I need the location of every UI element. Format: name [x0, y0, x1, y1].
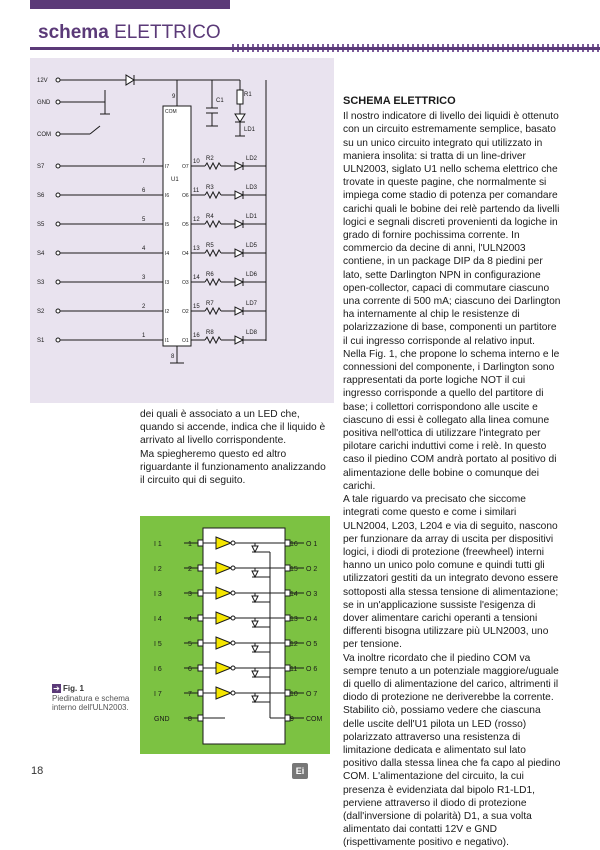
pin-pad [285, 540, 290, 546]
ic-input-label: I6 [165, 193, 170, 199]
gate-bubble [231, 541, 235, 545]
pin-left-label: I 5 [154, 641, 162, 648]
ic-input-label: I2 [165, 309, 170, 315]
ic-output-label: O3 [182, 280, 189, 286]
pin-left-label: I 1 [154, 541, 162, 548]
article-heading: SCHEMA ELETTRICO [343, 95, 456, 107]
pin-pad [285, 665, 290, 671]
pin-left-number: 8 [188, 716, 192, 723]
pin-right-number: 15 [290, 566, 298, 573]
input-pin-number: 6 [142, 188, 146, 194]
pin-right-label: O 4 [306, 616, 318, 623]
resistor-label: R4 [206, 214, 214, 220]
label-12v: 12V [37, 78, 48, 84]
resistor-r1-icon [237, 90, 243, 104]
ic-output-label: O2 [182, 309, 189, 315]
header-bar [30, 0, 230, 9]
pin-right-number: 14 [290, 591, 298, 598]
ic-input-label: I3 [165, 280, 170, 286]
gate-bubble [231, 616, 235, 620]
pin-pad [198, 665, 203, 671]
pin-right-label: COM [306, 716, 323, 723]
article-paragraph: Va inoltre ricordato che il piedino COM va sempre tenuto a un potenziale maggiore/uguale di quello di alimentazione del carico, altrimenti il diodo di protezione ne deriverebbe la corrente. [343, 652, 559, 704]
resistor-icon [205, 250, 221, 256]
pin-left-number: 1 [188, 541, 192, 548]
pin-left-number: 5 [188, 641, 192, 648]
input-label: S1 [37, 338, 45, 344]
input-terminal [56, 309, 60, 313]
pin-left-number: 2 [188, 566, 192, 573]
pin-right-label: O 7 [306, 691, 318, 698]
resistor-icon [205, 308, 221, 314]
pin-pad [285, 565, 290, 571]
gate-bubble [231, 641, 235, 645]
pin-pad [285, 640, 290, 646]
led-icon [235, 220, 243, 228]
input-pin-number: 7 [142, 159, 146, 165]
gate-bubble [231, 666, 235, 670]
terminal-com [56, 132, 60, 136]
led-ld1-icon [235, 114, 245, 122]
resistor-label: R6 [206, 272, 214, 278]
pinout-diagram [140, 516, 330, 754]
label-ld1: LD1 [244, 127, 256, 133]
terminal-gnd [56, 100, 60, 104]
output-pin-number: 10 [193, 159, 200, 165]
output-pin-number: 15 [193, 304, 200, 310]
resistor-icon [205, 163, 221, 169]
input-terminal [56, 280, 60, 284]
input-pin-number: 1 [142, 333, 146, 339]
left-paragraph: dei quali è associato a un LED che, quando si accende, indica che il liquido è arrivato al livello corrispondente. [140, 409, 326, 447]
gate-bubble [231, 591, 235, 595]
led-icon [235, 307, 243, 315]
pin-left-number: 4 [188, 616, 192, 623]
output-pin-number: 11 [193, 188, 200, 194]
ic-com-label: COM [165, 109, 177, 115]
input-label: S4 [37, 251, 45, 257]
page-number: 18 [31, 765, 44, 777]
input-terminal [56, 222, 60, 226]
ic-output-label: O4 [182, 251, 189, 257]
ic-input-label: I1 [165, 338, 170, 344]
input-label: S5 [37, 222, 45, 228]
input-terminal [56, 193, 60, 197]
led-icon [235, 249, 243, 257]
pin-right-label: O 1 [306, 541, 318, 548]
pin-left-label: I 4 [154, 616, 162, 623]
terminal-12v [56, 78, 60, 82]
ic-input-label: I5 [165, 222, 170, 228]
led-label: LD5 [246, 243, 258, 249]
pin-right-number: 12 [290, 641, 298, 648]
resistor-label: R8 [206, 330, 214, 336]
pin-pad [285, 690, 290, 696]
chip-body [203, 528, 285, 744]
ic-input-label: I7 [165, 164, 170, 170]
left-column-text [140, 408, 330, 487]
pin-left-label: I 7 [154, 691, 162, 698]
led-label: LD1 [246, 214, 258, 220]
input-pin-number: 5 [142, 217, 146, 223]
magazine-logo-icon: Ei [292, 763, 308, 779]
page-title: schema ELETTRICO [38, 22, 221, 43]
ic-output-label: O1 [182, 338, 189, 344]
output-pin-number: 13 [193, 246, 200, 252]
ic-pin9-label: 9 [172, 94, 176, 100]
ic-input-label: I4 [165, 251, 170, 257]
resistor-label: R5 [206, 243, 214, 249]
resistor-icon [205, 337, 221, 343]
input-pin-number: 3 [142, 275, 146, 281]
pin-right-number: 9 [290, 716, 294, 723]
pin-right-label: O 6 [306, 666, 318, 673]
resistor-icon [205, 192, 221, 198]
led-icon [235, 336, 243, 344]
input-label: S6 [37, 193, 45, 199]
ic-output-label: O6 [182, 193, 189, 199]
caption-text: Piedinatura e schema interno dell'ULN2003. [52, 693, 130, 712]
pin-left-label: GND [154, 716, 170, 723]
pin-pad [198, 540, 203, 546]
pin-right-label: O 2 [306, 566, 318, 573]
label-r1: R1 [244, 92, 252, 98]
left-paragraph: Ma spiegheremo questo ed altro riguardante il funzionamento analizzando il circuito qui di seguito. [140, 448, 326, 487]
caption-arrow-icon: ➔ [53, 684, 60, 693]
output-pin-number: 12 [193, 217, 200, 223]
article-paragraph: Stabilito ciò, possiamo vedere che ciascuna delle uscite dell'U1 pilota un LED (rosso) polarizzato attraverso una resistenza di limitazione dedicata e alimentato sul lato positivo dalla stessa linea che fa capo al piedino COM. L'alimentazione del circuito, la cui presenza è evidenziata dal bipolo R1-LD1, perviene attraverso il diodo di protezione (dall'inversione di polarità) D1, a sua volta alimentato dai contatti 12V e GND (rispettivamente positivo e negativo). [343, 705, 561, 849]
pin-pad [285, 590, 290, 596]
resistor-icon [205, 279, 221, 285]
ic-u1-name: U1 [171, 177, 179, 183]
pin-pad [198, 715, 203, 721]
label-com: COM [37, 132, 51, 138]
led-label: LD3 [246, 185, 258, 191]
resistor-label: R7 [206, 301, 214, 307]
pin-left-label: I 3 [154, 591, 162, 598]
ic-output-label: O7 [182, 164, 189, 170]
com-wire [90, 126, 100, 134]
resistor-label: R3 [206, 185, 214, 191]
input-terminal [56, 338, 60, 342]
pin-left-number: 6 [188, 666, 192, 673]
pin-left-label: I 6 [154, 666, 162, 673]
pin-right-label: O 3 [306, 591, 318, 598]
input-label: S7 [37, 164, 45, 170]
led-label: LD6 [246, 272, 258, 278]
ic-output-label: O5 [182, 222, 189, 228]
pin-right-number: 11 [290, 666, 298, 673]
output-pin-number: 16 [193, 333, 200, 339]
input-pin-number: 4 [142, 246, 146, 252]
figure-caption [52, 684, 137, 713]
label-gnd: GND [37, 100, 51, 106]
pin-pad [198, 565, 203, 571]
input-terminal [56, 251, 60, 255]
pin-right-number: 10 [290, 691, 298, 698]
schematic-diagram [30, 58, 334, 403]
led-icon [235, 191, 243, 199]
pin-pad [198, 590, 203, 596]
pin-pad [285, 715, 290, 721]
caption-fig: Fig. 1 [63, 684, 84, 693]
output-pin-number: 14 [193, 275, 200, 281]
pin-right-label: O 5 [306, 641, 318, 648]
gate-bubble [231, 566, 235, 570]
resistor-label: R2 [206, 156, 214, 162]
input-label: S2 [37, 309, 45, 315]
pin-left-number: 7 [188, 691, 192, 698]
diode-d1-icon [126, 75, 134, 85]
led-icon [235, 162, 243, 170]
input-pin-number: 2 [142, 304, 146, 310]
gate-bubble [231, 691, 235, 695]
led-icon [235, 278, 243, 286]
pin-right-number: 13 [290, 616, 298, 623]
led-label: LD7 [246, 301, 258, 307]
pin-pad [285, 615, 290, 621]
led-label: LD2 [246, 156, 258, 162]
article-body [343, 95, 561, 850]
label-c1: C1 [216, 98, 224, 104]
resistor-icon [205, 221, 221, 227]
pin-pad [198, 690, 203, 696]
pin-pad [198, 640, 203, 646]
input-terminal [56, 164, 60, 168]
title-rule [30, 47, 600, 50]
article-paragraph: Il nostro indicatore di livello dei liquidi è ottenuto con un circuito estremamente semplice, basato su un unico circuito integrato qui utilizzato in maniera insolita: si tratta di un line-driver ULN2003, siglato U1 nello schema elettrico che trovate in queste pagine, che normalmente si impiega come stadio di potenza per comandare carichi quali le bobine dei relè partendo da livelli logici e segnali discreti provenienti da logiche in grado di fornire pochissima corrente. In commercio da decine di anni, l'ULN2003 contiene, in un package DIP da 8 piedini per lato, sette Darlington NPN in configurazione open-collector, capaci di commutare ciascuno una corrente di 500 mA; ciascuno dei Darlington ha internamente al chip le resistenze di polarizzazione di base, componenti un partitore il cui ingresso corrisponde al relativo input. [343, 111, 561, 347]
article-paragraph: A tale riguardo va precisato che siccome integrati come questo e come i similari ULN2004, L203, L204 e via di seguito, nascono per funzionare da array di uscita per dispositivi logici, i diodi di protezione (freewheel) interni hanno un unico polo comune e quindi tutti gli utilizzatori gestiti da un integrato devono essere sottoposti alla stessa tensione di alimentazione; se in un'applicazione sussiste l'esigenza di dover alimentare carichi operanti a tensioni differenti bisogna utilizzare più ULN2003, uno per tensione. [343, 494, 559, 651]
article-paragraph: Nella Fig. 1, che propone lo schema interno e le connessioni del componente, i Darlington sono rappresentati da porte logiche NOT il cui ingresso corrisponde a quello del partitore di base; i collettori corrispondono alle uscite e ciascuno di essi è collegato alla linea comune positiva nell'ottica di utilizzare l'integrato per pilotare carichi induttivi come i relè. In questo caso il piedino COM andrà portato al positivo di alimentazione delle bobine o comunque dei carichi. [343, 348, 560, 492]
led-label: LD8 [246, 330, 258, 336]
pin-right-number: 16 [290, 541, 298, 548]
pin-left-label: I 2 [154, 566, 162, 573]
pin-left-number: 3 [188, 591, 192, 598]
pin-pad [198, 615, 203, 621]
input-label: S3 [37, 280, 45, 286]
ic-pin8-label: 8 [171, 354, 175, 360]
